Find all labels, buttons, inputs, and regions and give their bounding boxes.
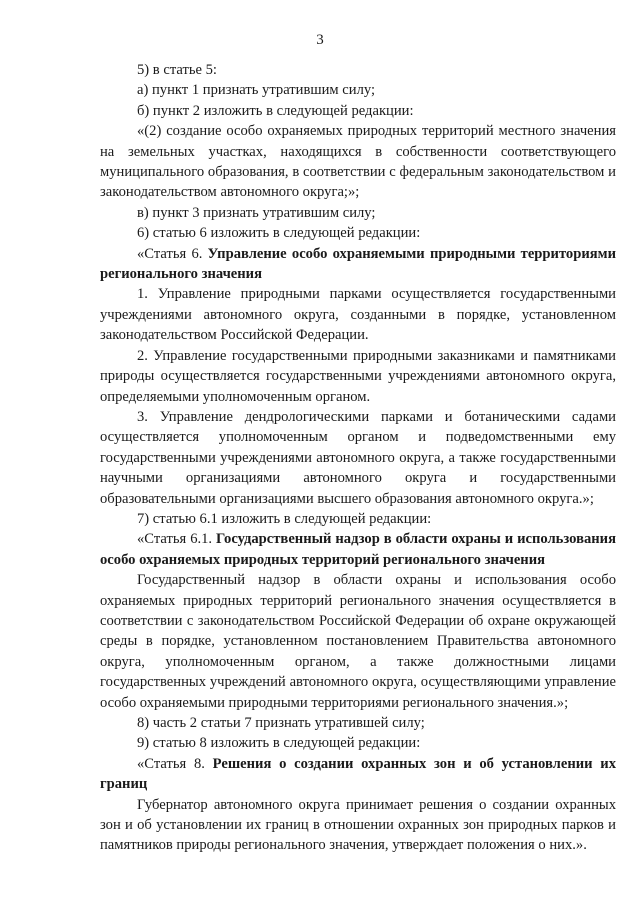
article-6-1-body: Государственный надзор в области охраны и использования особо охраняемых природных территорий регионального значения осуществляется в соответствии с законодательством Российской Федерации об охране окружающей среды в порядке, установленном постановлением Правительства автономного округа, уполномоченным органом, а также должностными лицами государственных учреждений автономного округа, осуществляющими управление особо охраняемыми природными территориями регионального значения.»; (100, 572, 616, 711)
article-8-title: Решения о создании охранных зон и об установлении их границ (100, 755, 617, 793)
paragraph-item-8: 8) часть 2 статьи 7 признать утратившей силу; (137, 715, 425, 731)
article-8-heading (100, 754, 616, 795)
article-6-heading (100, 244, 616, 285)
paragraph-subitem-b: б) пункт 2 изложить в следующей редакции: (137, 102, 414, 119)
paragraph-subitem-v: в) пункт 3 признать утратившим силу; (137, 204, 376, 221)
article-8-prefix: «Статья 8. (137, 755, 213, 772)
quoted-clause-2: «(2) создание особо охраняемых природных территорий местного значения на земельных участках, находящихся в собственности соответствующего муниципального образования, в соответствии с федеральным законодательством и законодательством автономного округа;»; (100, 123, 616, 201)
page-number: 3 (316, 32, 324, 48)
article-6-1-heading (100, 529, 616, 570)
article-6-prefix: «Статья 6. (137, 245, 208, 262)
article-6-part-1: 1. Управление природными парками осуществляется государственными учреждениями автономного округа, созданными в порядке, установленном законодательством Российской Федерации. (100, 286, 616, 344)
paragraph-item-6: 6) статью 6 изложить в следующей редакции: (137, 225, 421, 242)
paragraph-item-5: 5) в статье 5: (137, 62, 217, 78)
article-6-title: Управление особо охраняемыми природными территориями регионального значения (100, 245, 616, 283)
article-6-part-2: 2. Управление государственными природными заказниками и памятниками природы осуществляется государственными учреждениями автономного округа, определяемыми уполномоченным органом. (100, 347, 616, 405)
paragraph-item-7: 7) статью 6.1 изложить в следующей редакции: (137, 510, 432, 527)
article-6-part-3: 3. Управление дендрологическими парками и ботаническими садами осуществляется уполномоченным органом и подведомственными ему государственными учреждениями автономного округа, а также государственными научными организациями автономного округа и государственными образовательными организациями высшего образования автономного округа.»; (100, 408, 616, 507)
paragraph-subitem-a: а) пункт 1 признать утратившим силу; (137, 82, 376, 99)
article-6-1-title: Государственный надзор в области охраны и использования особо охраняемых природных территорий регионального значения (100, 531, 616, 568)
article-8-body: Губернатор автономного округа принимает решения о создании охранных зон и об установлении их границ в отношении охранных зон природных парков и памятников природы регионального значения, утверждает положения о них.». (100, 796, 616, 854)
paragraph-item-9: 9) статью 8 изложить в следующей редакции: (137, 735, 421, 752)
document-body (100, 60, 616, 856)
article-6-1-prefix: «Статья 6.1. (137, 531, 217, 548)
